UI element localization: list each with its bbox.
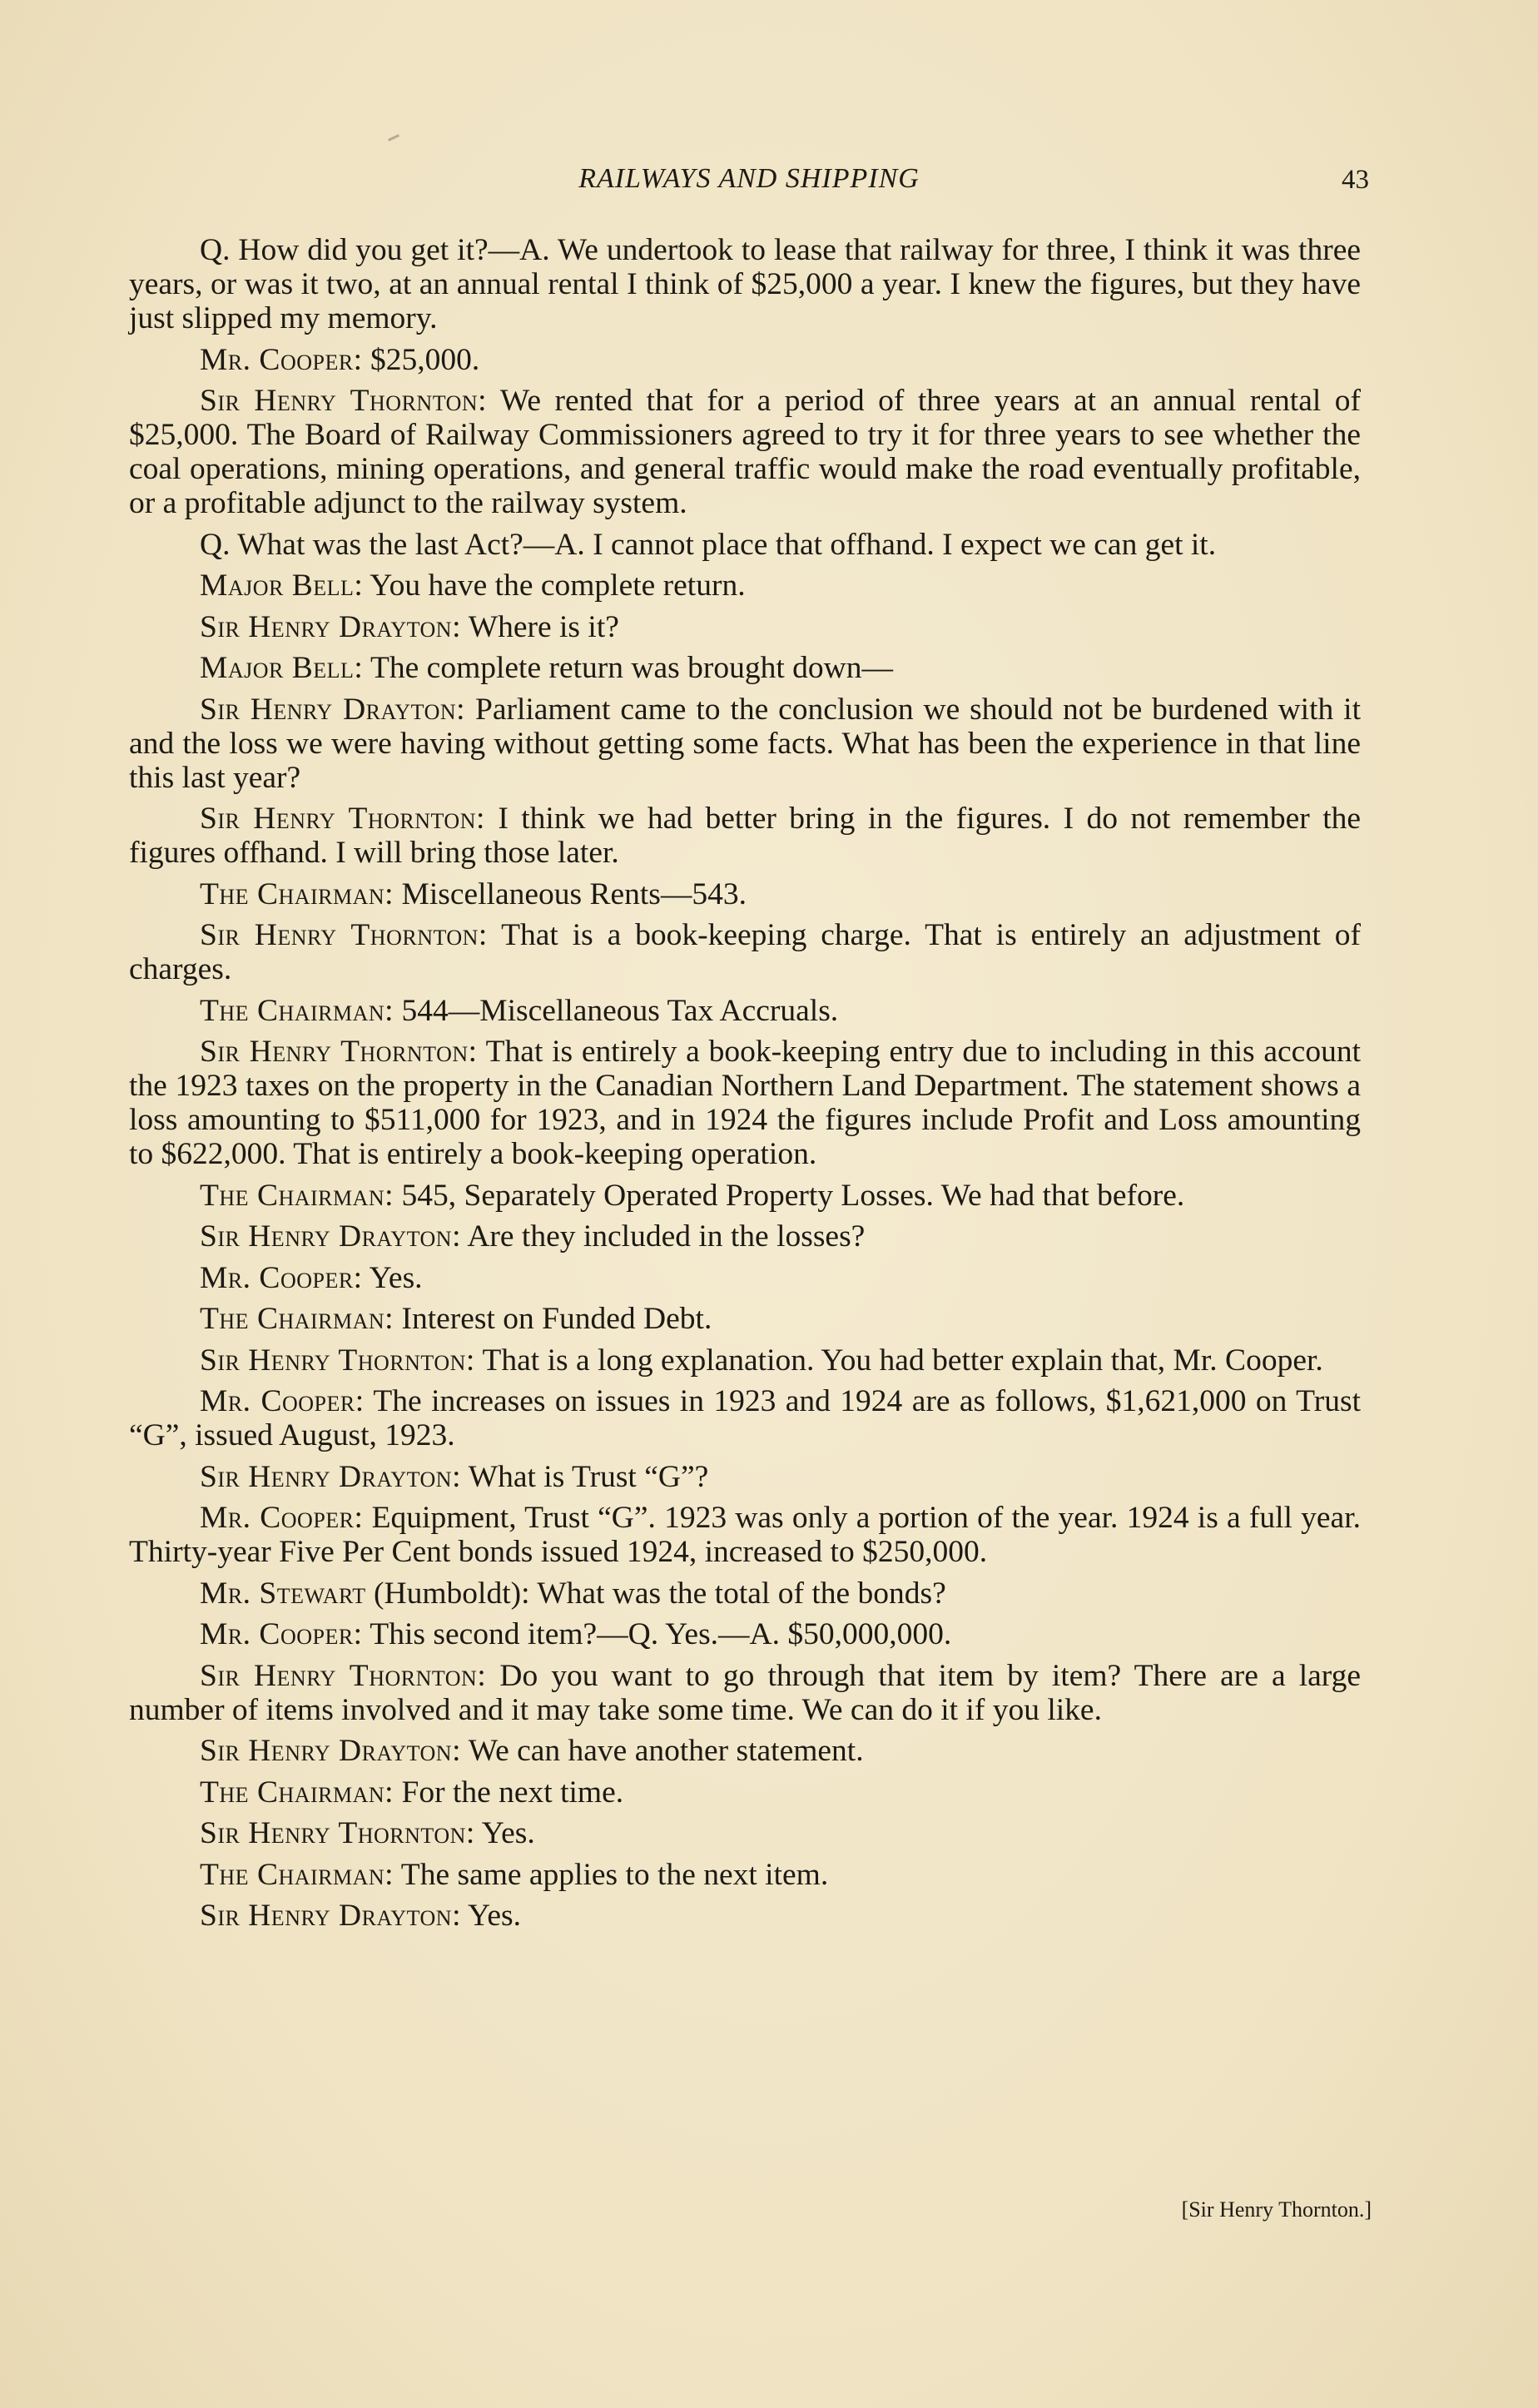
paragraph-text: The increases on issues in 1923 and 1924 are as follows, $1,621,000 on Trust “G”, issued August, 1923.: [129, 1384, 1361, 1452]
paragraph: [129, 528, 1361, 562]
paragraph: [129, 651, 1361, 685]
paragraph: [129, 610, 1361, 644]
paragraph-text: Q. What was the last Act?—A. I cannot place that offhand. I expect we can get it.: [200, 527, 1217, 562]
paragraph-text: Q. How did you get it?—A. We undertook to lease that railway for three, I think it was three years, or was it two, at an annual rental I think of $25,000 a year. I knew the figures, but they have just slipped my memory.: [129, 233, 1361, 335]
paragraph: [129, 1384, 1361, 1452]
speaker-name: Sir Henry Thornton:: [200, 1816, 475, 1850]
paragraph-text: That is a book-keeping charge. That is entirely an adjustment of charges.: [129, 918, 1361, 986]
speaker-name: Mr. Cooper:: [200, 1501, 364, 1535]
paragraph-text: This second item?—Q. Yes.—A. $50,000,000.: [362, 1617, 952, 1651]
page-header: [129, 163, 1369, 205]
paragraph: [129, 1219, 1361, 1254]
paragraph-text: The complete return was brought down—: [363, 651, 893, 685]
paragraph-text: Are they included in the losses?: [461, 1219, 866, 1254]
paragraph-text: Do you want to go through that item by item? There are a large number of items involved and it may take some time. We can do it if you like.: [129, 1658, 1362, 1727]
paragraph: [129, 1035, 1361, 1171]
paragraph-text: The same applies to the next item.: [394, 1857, 829, 1892]
paragraph: [129, 1617, 1361, 1651]
paragraph-text: We rented that for a period of three years at an annual rental of $25,000. The Board of Railway Commissioners agreed to try it for three years to see whether the coal operations, mining operations, and general traffic would make the road eventually profitable, or a profitable adjunct to the railway system.: [129, 384, 1362, 520]
paragraph: [129, 1659, 1361, 1727]
ink-mark: [388, 134, 399, 142]
speaker-name: Mr. Cooper:: [200, 1617, 363, 1651]
paragraph: [129, 1899, 1361, 1933]
speaker-name: Sir Henry Drayton:: [200, 1899, 462, 1933]
paragraph: [129, 1343, 1361, 1378]
speaker-name: Sir Henry Thornton:: [200, 1658, 487, 1693]
paragraph: [129, 343, 1361, 377]
running-title: RAILWAYS AND SHIPPING: [578, 163, 920, 194]
speaker-name: The Chairman:: [200, 1178, 394, 1213]
speaker-name: Major Bell:: [200, 568, 364, 603]
paragraph-text: That is entirely a book-keeping entry due to including in this account the 1923 taxes on the property in the Canadian Northern Land Department. The statement shows a loss amounting to $511,000 for 1923, and in 1924 the figures include Profit and Loss amounting to $622,000. That is entirely a book-keeping operation.: [129, 1035, 1361, 1171]
speaker-name: Sir Henry Thornton:: [200, 384, 488, 418]
paragraph: [129, 1501, 1361, 1569]
paragraph: [129, 1179, 1361, 1213]
paragraph: [129, 1816, 1361, 1850]
paragraph: [129, 233, 1361, 335]
speaker-name: Sir Henry Thornton:: [200, 918, 488, 952]
paragraph-text: Parliament came to the conclusion we should not be burdened with it and the loss we were having without getting some facts. What has been the experience in that line this last year?: [129, 692, 1361, 795]
speaker-name: Sir Henry Drayton:: [200, 1734, 462, 1768]
paragraph-text: Yes.: [362, 1260, 423, 1295]
paragraph: [129, 693, 1361, 795]
paragraph-text: You have the complete return.: [363, 568, 746, 603]
speaker-name: Sir Henry Drayton:: [200, 1459, 462, 1494]
paragraph-text: Yes.: [461, 1899, 521, 1933]
speaker-name: The Chairman:: [200, 1857, 394, 1892]
speaker-name: Sir Henry Drayton:: [200, 609, 462, 644]
paragraph: [129, 1460, 1361, 1494]
paragraph: [129, 1775, 1361, 1810]
speaker-name: Sir Henry Thornton:: [200, 1035, 478, 1069]
speaker-name: Mr. Cooper:: [200, 1384, 365, 1418]
paragraph-text: $25,000.: [362, 342, 480, 377]
paragraph-text: Equipment, Trust “G”. 1923 was only a portion of the year. 1924 is a full year. Thirty-year Five Per Cent bonds issued 1924, increased to $250,000.: [129, 1501, 1361, 1569]
paragraph: [129, 918, 1361, 986]
speaker-name: The Chairman:: [200, 876, 394, 911]
paragraph: [129, 877, 1361, 911]
paragraph: [129, 1734, 1361, 1768]
paragraph-text: That is a long explanation. You had better explain that, Mr. Cooper.: [474, 1343, 1323, 1378]
paragraph-text: Miscellaneous Rents—543.: [394, 876, 747, 911]
speaker-name: Sir Henry Thornton:: [200, 802, 485, 836]
paragraph-text: For the next time.: [394, 1775, 624, 1810]
speaker-name: The Chairman:: [200, 993, 394, 1028]
paragraph-text: 545, Separately Operated Property Losses. We had that before.: [394, 1178, 1185, 1213]
paragraph: [129, 1576, 1361, 1611]
paragraph: [129, 994, 1361, 1028]
paragraph: [129, 568, 1361, 603]
paragraph-text: Interest on Funded Debt.: [394, 1302, 712, 1336]
paragraph-text: Where is it?: [461, 609, 619, 644]
speaker-name: The Chairman:: [200, 1302, 394, 1336]
paragraph-text: 544—Miscellaneous Tax Accruals.: [394, 993, 839, 1028]
speaker-name: Sir Henry Drayton:: [200, 1219, 462, 1254]
page-body: [129, 233, 1361, 1940]
speaker-attribution: [Sir Henry Thornton.]: [1181, 2197, 1372, 2222]
speaker-name: Mr. Stewart: [200, 1576, 366, 1611]
paragraph: [129, 384, 1361, 520]
paragraph: [129, 1302, 1361, 1336]
paragraph-text: I think we had better bring in the figures. I do not remember the figures offhand. I will bring those later.: [129, 802, 1362, 870]
paragraph: [129, 1858, 1361, 1892]
paragraph-text: What is Trust “G”?: [461, 1459, 709, 1494]
speaker-name: Mr. Cooper:: [200, 1260, 363, 1295]
paragraph-text: (Humboldt): What was the total of the bonds?: [365, 1576, 946, 1611]
paragraph-text: Yes.: [474, 1816, 535, 1850]
speaker-name: The Chairman:: [200, 1775, 394, 1810]
speaker-name: Major Bell:: [200, 651, 364, 685]
speaker-name: Mr. Cooper:: [200, 342, 363, 377]
paragraph-text: We can have another statement.: [461, 1734, 864, 1768]
page-number: 43: [1342, 165, 1369, 195]
speaker-name: Sir Henry Thornton:: [200, 1343, 475, 1378]
paragraph: [129, 802, 1361, 870]
speaker-name: Sir Henry Drayton:: [200, 692, 466, 727]
paragraph: [129, 1261, 1361, 1295]
